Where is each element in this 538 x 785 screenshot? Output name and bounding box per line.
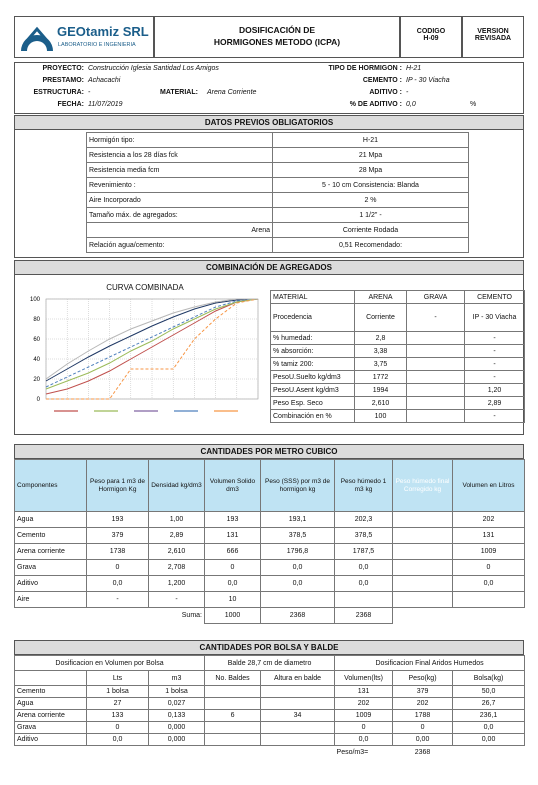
datos-previos-label: Tamaño máx. de agregados: <box>87 208 273 223</box>
bolsa-cell: 0,000 <box>149 722 205 734</box>
bolsa-cell: 26,7 <box>453 698 525 710</box>
bolsa-cell: 236,1 <box>453 710 525 722</box>
bolsa-cell: 0 <box>393 722 453 734</box>
bolsa-cell: 131 <box>335 686 393 698</box>
combinacion-cell <box>407 371 465 384</box>
bolsa-cell: 0,133 <box>149 710 205 722</box>
bolsa-cell: 0,00 <box>393 734 453 746</box>
cantidades-m3-cell: 10 <box>205 592 261 608</box>
bolsa-sub-header: Peso(kg) <box>393 671 453 686</box>
bolsa-sub-header: No. Baldes <box>205 671 261 686</box>
datos-previos-row <box>87 163 469 178</box>
prestamo-label: PRESTAMO: <box>42 77 84 84</box>
cantidades-m3-suma-row <box>15 608 525 624</box>
combinacion-row <box>271 358 525 371</box>
combinacion-row <box>271 345 525 358</box>
bolsa-cell: Aditivo <box>15 734 87 746</box>
cantidades-m3-cell <box>261 592 335 608</box>
cantidades-m3-col-header: Peso para 1 m3 de Hormigon Kg <box>87 460 149 512</box>
suma-spacer <box>87 608 149 624</box>
aditivo-label: ADITIVO : <box>369 89 402 96</box>
datos-previos-value: 28 Mpa <box>273 163 469 178</box>
combinacion-table <box>270 290 525 423</box>
cantidades-m3-cell: 0,0 <box>261 576 335 592</box>
cantidades-m3-cell <box>393 592 453 608</box>
cantidades-m3-cell: 378,5 <box>335 528 393 544</box>
datos-previos-row <box>87 208 469 223</box>
cantidades-m3-col-header: Volumen Solido dm3 <box>205 460 261 512</box>
combinacion-cell: 1,20 <box>465 384 525 397</box>
cantidades-m3-row <box>15 592 525 608</box>
cantidades-m3-row <box>15 512 525 528</box>
cantidades-m3-cell: 0 <box>205 560 261 576</box>
datos-previos-row <box>87 178 469 193</box>
bolsa-cell <box>205 722 261 734</box>
cantidades-m3-cell: 0,0 <box>205 576 261 592</box>
peso-spacer <box>149 746 205 760</box>
tipo-hormigon-label: TIPO DE HORMIGON : <box>328 65 402 72</box>
cantidades-m3-cell <box>453 592 525 608</box>
cantidades-m3-cell <box>335 592 393 608</box>
combinacion-cell: 2,610 <box>355 397 407 410</box>
cantidades-m3-cell: 0,0 <box>453 576 525 592</box>
datos-previos-label: Relación agua/cemento: <box>87 238 273 253</box>
cantidades-m3-cell: 193,1 <box>261 512 335 528</box>
bolsa-cell: 0,027 <box>149 698 205 710</box>
combinacion-row <box>271 410 525 423</box>
bolsa-balde-table <box>14 655 525 760</box>
cantidades-m3-cell: 193 <box>205 512 261 528</box>
peso-value: 2368 <box>414 749 431 757</box>
combinacion-cell: IP - 30 Viacha <box>465 304 525 332</box>
header-logo-cell <box>14 16 154 58</box>
combinacion-cell: - <box>407 304 465 332</box>
bolsa-cell: 1788 <box>393 710 453 722</box>
combinacion-cell: PesoU.Asent kg/dm3 <box>271 384 355 397</box>
codigo-label: CODIGO <box>416 28 446 35</box>
combinacion-cell: 2,8 <box>355 332 407 345</box>
datos-previos-table <box>86 132 469 253</box>
cantidades-m3-cell: Aire <box>15 592 87 608</box>
bolsa-cell: 1 bolsa <box>149 686 205 698</box>
cantidades-m3-cell: Arena corriente <box>15 544 87 560</box>
bolsa-row <box>15 722 525 734</box>
cantidades-m3-cell: 1,200 <box>149 576 205 592</box>
cantidades-m3-cell: 2,708 <box>149 560 205 576</box>
suma-spacer <box>15 608 87 624</box>
datos-previos-label: Resistencia media fcm <box>87 163 273 178</box>
cantidades-m3-cell: 1738 <box>87 544 149 560</box>
bolsa-cell: 0,0 <box>335 734 393 746</box>
combinacion-cell: - <box>465 410 525 423</box>
bolsa-sub-header: Altura en balde <box>261 671 335 686</box>
datos-previos-value: 1 1/2" - <box>273 208 469 223</box>
combinacion-cell: Peso Esp. Seco <box>271 397 355 410</box>
logo-subtitle: LABORATORIO E INGENIERIA <box>58 42 136 48</box>
header-codigo-cell <box>400 16 462 58</box>
datos-previos-row <box>87 148 469 163</box>
doc-title-line1: DOSIFICACIÓN DE <box>238 25 316 35</box>
combinacion-cell <box>407 358 465 371</box>
bolsa-cell: 0 <box>335 722 393 734</box>
bolsa-cell: 34 <box>261 710 335 722</box>
bolsa-sub-header: m3 <box>149 671 205 686</box>
bolsa-cell <box>205 698 261 710</box>
group-header-final: Dosificacion Final Aridos Humedos <box>335 656 525 671</box>
fecha-value: 11/07/2019 <box>88 101 123 108</box>
material-label: MATERIAL: <box>160 89 198 96</box>
fecha-label: FECHA: <box>57 101 84 108</box>
cantidades-m3-row <box>15 528 525 544</box>
bolsa-cell: 202 <box>335 698 393 710</box>
datos-previos-value: Corriente Rodada <box>273 223 469 238</box>
cantidades-m3-cell <box>393 560 453 576</box>
cantidades-m3-cell: 1796,8 <box>261 544 335 560</box>
cantidades-m3-table <box>14 459 525 624</box>
datos-previos-label: Revenimiento : <box>87 178 273 193</box>
datos-previos-label: Hormigón tipo: <box>87 133 273 148</box>
pct-symbol: % <box>470 101 477 108</box>
tipo-hormigon-value: H-21 <box>406 65 422 72</box>
bolsa-row <box>15 734 525 746</box>
datos-previos-value: 0,51 Recomendado: <box>273 238 469 253</box>
peso-spacer <box>453 746 525 760</box>
combinacion-row <box>271 332 525 345</box>
cantidades-m3-cell: 0 <box>87 560 149 576</box>
combinacion-cell: 3,75 <box>355 358 407 371</box>
combinacion-cell: Procedencia <box>271 304 355 332</box>
bolsa-cell: Agua <box>15 698 87 710</box>
bolsa-cell: 1009 <box>335 710 393 722</box>
suma-spacer <box>453 608 525 624</box>
suma-spacer <box>393 608 453 624</box>
cantidades-m3-cell: 1009 <box>453 544 525 560</box>
cantidades-m3-col-header: Peso húmedo 1 m3 kg <box>335 460 393 512</box>
bolsa-cell <box>261 686 335 698</box>
combinacion-cell <box>407 332 465 345</box>
cantidades-m3-cell: 2,89 <box>149 528 205 544</box>
bolsa-cell: 27 <box>87 698 149 710</box>
combinacion-header-row <box>271 291 525 304</box>
combinacion-col-header: GRAVA <box>407 291 465 304</box>
cantidades-m3-cell: Aditivo <box>15 576 87 592</box>
cantidades-m3-cell: 379 <box>87 528 149 544</box>
combinacion-cell: - <box>465 345 525 358</box>
cantidades-m3-cell: 131 <box>453 528 525 544</box>
y-tick-label: 100 <box>29 297 40 303</box>
combinacion-cell: 1772 <box>355 371 407 384</box>
peso-spacer <box>261 746 335 760</box>
bolsa-cell <box>205 734 261 746</box>
combined-curve-chart <box>18 293 268 428</box>
y-tick-label: 60 <box>33 337 40 343</box>
datos-previos-label: Arena <box>87 223 273 238</box>
cantidades-m3-cell: - <box>149 592 205 608</box>
bolsa-sub-header: Bolsa(kg) <box>453 671 525 686</box>
cantidades-m3-row <box>15 560 525 576</box>
bolsa-cell: 50,0 <box>453 686 525 698</box>
group-header-balde: Balde 28,7 cm de diametro <box>205 656 335 671</box>
curve-title: CURVA COMBINADA <box>106 283 184 292</box>
bolsa-cell: 0,00 <box>453 734 525 746</box>
cantidades-m3-cell: 202,3 <box>335 512 393 528</box>
codigo-value: H-09 <box>423 35 439 42</box>
combinacion-cell <box>407 410 465 423</box>
material-value: Arena Corriente <box>207 89 257 96</box>
cantidades-m3-cell: 202 <box>453 512 525 528</box>
combinacion-cell: % absorción: <box>271 345 355 358</box>
combinacion-cell: - <box>465 371 525 384</box>
bolsa-cell: Cemento <box>15 686 87 698</box>
suma-label: Suma: <box>181 612 202 620</box>
datos-previos-header: DATOS PREVIOS OBLIGATORIOS <box>14 115 524 130</box>
combinacion-col-header: CEMENTO <box>465 291 525 304</box>
cantidades-m3-cell: 193 <box>87 512 149 528</box>
cantidades-m3-header-row <box>15 460 525 512</box>
cantidades-m3-header: CANTIDADES POR METRO CUBICO <box>14 444 524 459</box>
bolsa-cell: Arena corriente <box>15 710 87 722</box>
peso-spacer <box>87 746 149 760</box>
estructura-value: - <box>88 89 91 96</box>
bolsa-group-header-row <box>15 656 525 671</box>
bolsa-row <box>15 698 525 710</box>
header-title-cell <box>154 16 400 58</box>
combinacion-cell: - <box>465 332 525 345</box>
bolsa-cell: 0,0 <box>87 734 149 746</box>
bolsa-cell <box>261 722 335 734</box>
combinacion-cell: - <box>465 358 525 371</box>
y-tick-label: 0 <box>36 397 40 403</box>
y-tick-label: 40 <box>33 357 40 363</box>
aditivo-value: - <box>406 89 409 96</box>
estructura-label: ESTRUCTURA: <box>33 89 84 96</box>
bolsa-cell: 6 <box>205 710 261 722</box>
bolsa-sub-header <box>15 671 87 686</box>
pct-aditivo-value: 0,0 <box>406 101 416 108</box>
combinacion-row <box>271 304 525 332</box>
combinacion-cell: 1994 <box>355 384 407 397</box>
combinacion-cell: Corriente <box>355 304 407 332</box>
combinacion-cell: 100 <box>355 410 407 423</box>
cantidades-m3-cell: 0 <box>453 560 525 576</box>
cantidades-m3-col-header: Volumen en Litros <box>453 460 525 512</box>
cantidades-m3-cell <box>393 544 453 560</box>
bolsa-balde-header: CANTIDADES POR BOLSA Y BALDE <box>14 640 524 655</box>
cantidades-m3-cell: 378,5 <box>261 528 335 544</box>
cantidades-m3-cell: 1787,5 <box>335 544 393 560</box>
cantidades-m3-cell: 2,610 <box>149 544 205 560</box>
cantidades-m3-cell: 1,00 <box>149 512 205 528</box>
cantidades-m3-cell: Grava <box>15 560 87 576</box>
proyecto-value: Construcción Iglesia Santidad Los Amigos <box>88 65 219 72</box>
cemento-value: IP - 30 Viacha <box>406 77 450 84</box>
cantidades-m3-col-header: Densidad kg/dm3 <box>149 460 205 512</box>
bolsa-cell: 133 <box>87 710 149 722</box>
bolsa-cell: 379 <box>393 686 453 698</box>
cantidades-m3-cell <box>393 576 453 592</box>
header-version-cell <box>462 16 524 58</box>
cantidades-m3-row <box>15 544 525 560</box>
cantidades-m3-cell <box>393 528 453 544</box>
combinacion-cell <box>407 397 465 410</box>
datos-previos-value: 5 - 10 cm Consistencia: Blanda <box>273 178 469 193</box>
cantidades-m3-row <box>15 576 525 592</box>
combinacion-col-header: ARENA <box>355 291 407 304</box>
bolsa-cell: 1 bolsa <box>87 686 149 698</box>
combinacion-row <box>271 397 525 410</box>
bolsa-cell: 0,0 <box>453 722 525 734</box>
combinacion-cell <box>407 345 465 358</box>
datos-previos-row <box>87 193 469 208</box>
combinacion-col-header: MATERIAL <box>271 291 355 304</box>
bolsa-cell: 0,000 <box>149 734 205 746</box>
peso-spacer <box>15 746 87 760</box>
combinacion-header: COMBINACIÓN DE AGREGADOS <box>14 260 524 275</box>
datos-previos-value: H-21 <box>273 133 469 148</box>
datos-previos-value: 2 % <box>273 193 469 208</box>
bolsa-peso-row <box>15 746 525 760</box>
bolsa-sub-header-row <box>15 671 525 686</box>
cantidades-m3-cell: - <box>87 592 149 608</box>
cantidades-m3-cell: 0,0 <box>87 576 149 592</box>
cantidades-m3-cell: 0,0 <box>335 560 393 576</box>
cantidades-m3-col-header: Peso húmedo final Corregido kg <box>393 460 453 512</box>
datos-previos-row <box>87 223 469 238</box>
combinacion-cell: 3,38 <box>355 345 407 358</box>
datos-previos-label: Aire Incorporado <box>87 193 273 208</box>
bolsa-row <box>15 710 525 722</box>
cantidades-m3-col-header: Peso (SSS) por m3 de hormigon kg <box>261 460 335 512</box>
combinacion-cell: % humedad: <box>271 332 355 345</box>
cantidades-m3-cell <box>393 512 453 528</box>
cantidades-m3-cell: 131 <box>205 528 261 544</box>
group-header-volumen: Dosificacion en Volumen por Bolsa <box>15 656 205 671</box>
version-value: REVISADA <box>474 35 512 42</box>
y-tick-label: 80 <box>33 317 40 323</box>
datos-previos-label: Resistencia a los 28 días fck <box>87 148 273 163</box>
version-label: VERSION <box>477 28 509 35</box>
suma-volumen: 1000 <box>205 608 261 624</box>
pct-aditivo-label: % DE ADITIVO : <box>349 101 402 108</box>
peso-spacer <box>205 746 261 760</box>
bolsa-cell <box>261 734 335 746</box>
suma-peso-humedo: 2368 <box>335 608 393 624</box>
cantidades-m3-cell: Cemento <box>15 528 87 544</box>
cantidades-m3-col-header: Componentes <box>15 460 87 512</box>
bolsa-cell <box>205 686 261 698</box>
bolsa-cell <box>261 698 335 710</box>
combinacion-cell: Combinación en % <box>271 410 355 423</box>
cemento-label: CEMENTO : <box>362 77 402 84</box>
bolsa-sub-header: Volumen(lts) <box>335 671 393 686</box>
doc-title-line2: HORMIGONES METODO (ICPA) <box>213 37 341 47</box>
datos-previos-value: 21 Mpa <box>273 148 469 163</box>
datos-previos-row <box>87 133 469 148</box>
datos-previos-row <box>87 238 469 253</box>
suma-peso-sss: 2368 <box>261 608 335 624</box>
proyecto-label: PROYECTO: <box>42 65 84 72</box>
cantidades-m3-cell: 0,0 <box>261 560 335 576</box>
bolsa-cell: Grava <box>15 722 87 734</box>
bolsa-cell: 0 <box>87 722 149 734</box>
bolsa-sub-header: Lts <box>87 671 149 686</box>
combinacion-cell: PesoU.Suelto kg/dm3 <box>271 371 355 384</box>
cantidades-m3-cell: 0,0 <box>335 576 393 592</box>
combinacion-cell: 2,89 <box>465 397 525 410</box>
prestamo-value: Achacachi <box>88 77 121 84</box>
company-logo-icon <box>19 23 55 53</box>
peso-label: Peso/m3= <box>336 749 369 757</box>
cantidades-m3-cell: Agua <box>15 512 87 528</box>
bolsa-cell: 202 <box>393 698 453 710</box>
y-tick-label: 20 <box>33 377 40 383</box>
cantidades-m3-cell: 666 <box>205 544 261 560</box>
bolsa-row <box>15 686 525 698</box>
combinacion-cell: % tamiz 200: <box>271 358 355 371</box>
logo-brand: GEOtamiz SRL <box>57 24 149 39</box>
combinacion-row <box>271 384 525 397</box>
combinacion-row <box>271 371 525 384</box>
combinacion-cell <box>407 384 465 397</box>
